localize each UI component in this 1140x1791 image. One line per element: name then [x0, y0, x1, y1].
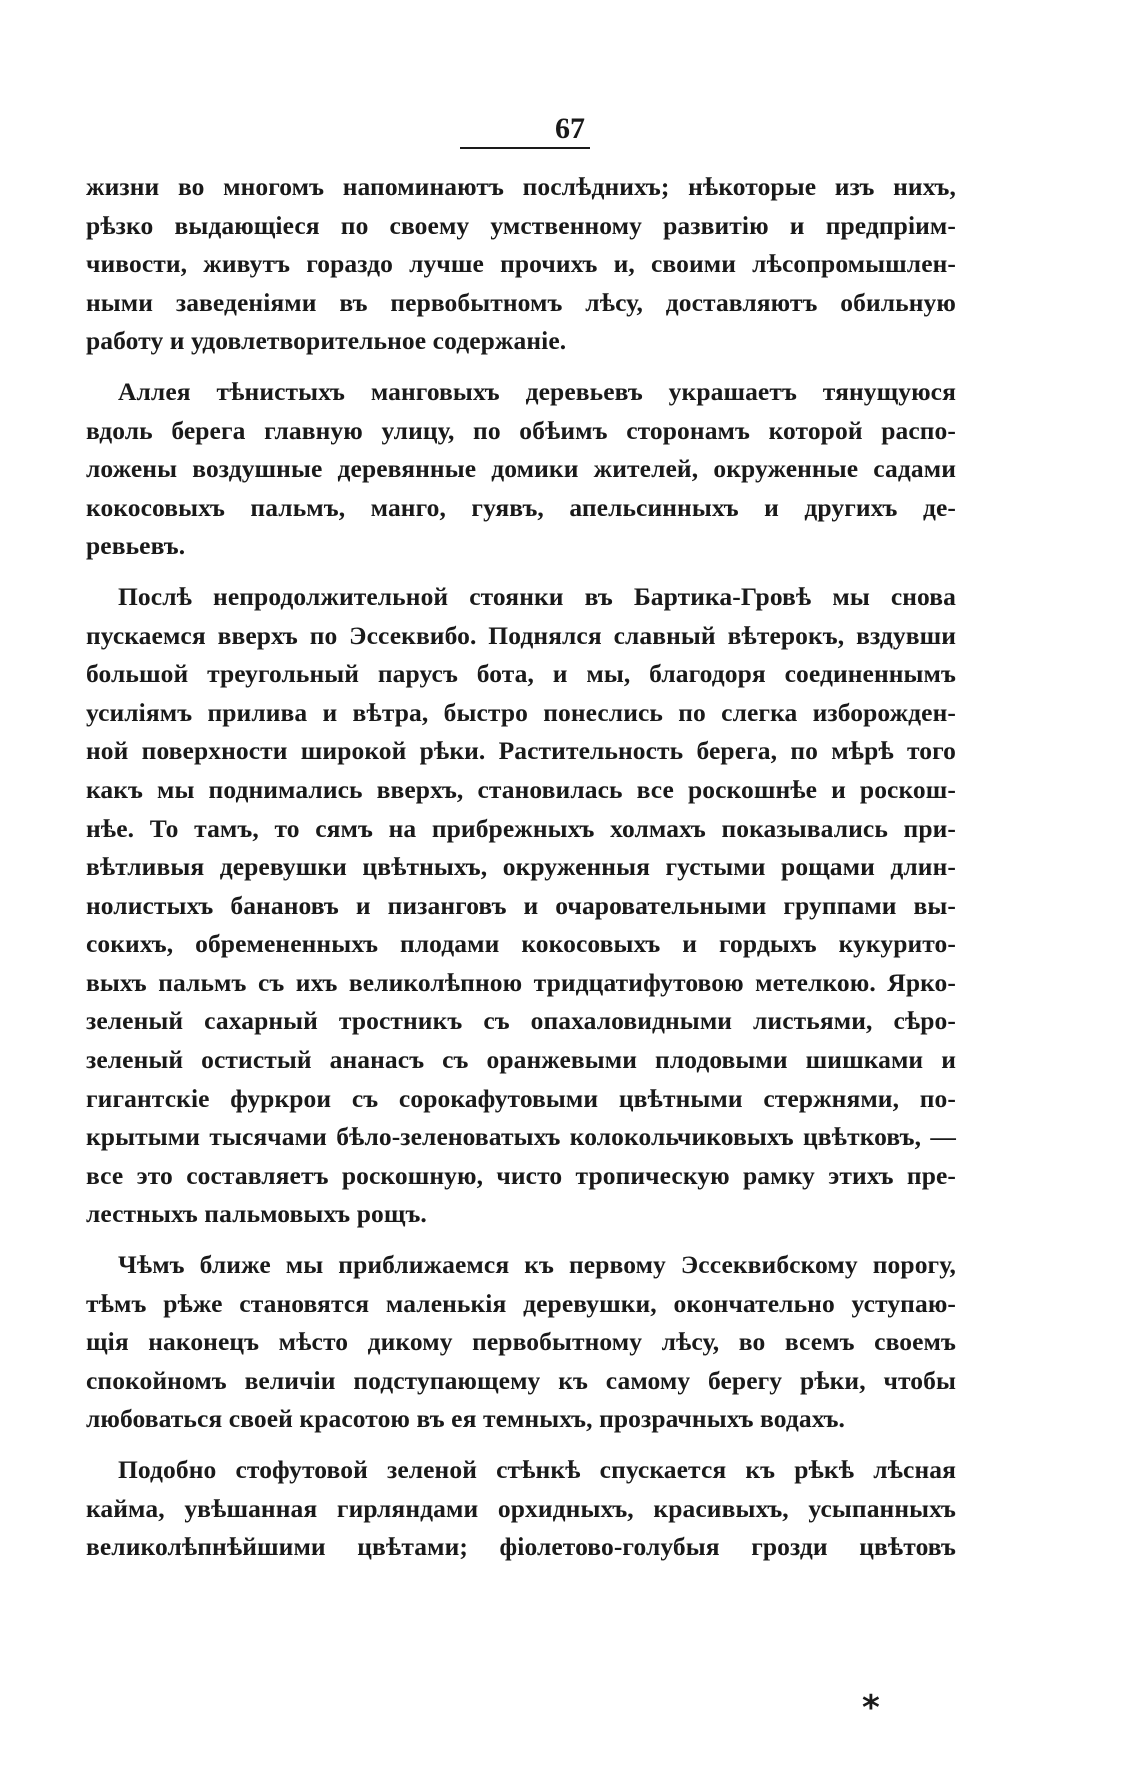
- paragraph-gap: [86, 1234, 956, 1246]
- text-line: Чѣмъ ближе мы приближаемся къ первому Эссеквибскому порогу,: [118, 1250, 956, 1280]
- text-line: вѣтливыя деревушки цвѣтныхъ, окруженныя густыми рощами длин-: [86, 852, 956, 882]
- text-line: щія наконецъ мѣсто дикому первобытному лѣсу, во всемъ своемъ: [86, 1327, 956, 1357]
- text-line: рѣзко выдающіеся по своему умственному развитію и предпріим-: [86, 210, 956, 240]
- paragraph-gap: [86, 566, 956, 578]
- text-line: великолѣпнѣйшими цвѣтами; фіолетово-голубыя грозди цвѣтовъ: [86, 1532, 956, 1562]
- signature-mark: *: [862, 1688, 880, 1728]
- text-line: ной поверхности широкой рѣки. Растительность берега, по мѣрѣ того: [86, 736, 956, 766]
- text-line: вдоль берега главную улицу, по обѣимъ сторонамъ которой распо-: [86, 415, 956, 445]
- text-line: крытыми тысячами бѣло-зеленоватыхъ колокольчиковыхъ цвѣтковъ, —: [86, 1122, 956, 1152]
- text-line: большой треугольный парусъ бота, и мы, благодоря соединеннымъ: [86, 659, 956, 689]
- text-line: лестныхъ пальмовыхъ рощъ.: [86, 1199, 427, 1229]
- text-line: сокихъ, обремененныхъ плодами кокосовыхъ и гордыхъ кукурито-: [86, 929, 956, 959]
- text-line: ными заведеніями въ первобытномъ лѣсу, доставляютъ обильную: [86, 287, 956, 317]
- text-line: выхъ пальмъ съ ихъ великолѣпною тридцатифутовою метелкою. Ярко-: [86, 967, 956, 997]
- paragraph: [86, 1451, 956, 1567]
- text-line: Аллея тѣнистыхъ манговыхъ деревьевъ украшаетъ тянущуюся: [118, 376, 956, 406]
- text-line: какъ мы поднимались вверхъ, становилась все роскошнѣе и роскош-: [86, 774, 956, 804]
- paragraph: [86, 578, 956, 1234]
- text-line: все это составляетъ роскошную, чисто тропическую рамку этихъ пре-: [86, 1160, 956, 1190]
- text-line: любоваться своей красотою въ ея темныхъ, прозрачныхъ водахъ.: [86, 1404, 846, 1434]
- text-line: чивости, живутъ гораздо лучше прочихъ и, своими лѣсопромышлен-: [86, 249, 956, 279]
- paragraph: [86, 373, 956, 566]
- text-line: Послѣ непродолжительной стоянки въ Бартика-Гровѣ мы снова: [118, 581, 956, 611]
- paragraph: [86, 168, 956, 361]
- text-line: тѣмъ рѣже становятся маленькія деревушки, окончательно уступаю-: [86, 1288, 956, 1318]
- text-line: ревьевъ.: [86, 531, 186, 561]
- paragraph-gap: [86, 361, 956, 373]
- text-line: нѣе. То тамъ, то сямъ на прибрежныхъ холмахъ показывались при-: [86, 813, 956, 843]
- text-line: работу и удовлетворительное содержаніе.: [86, 326, 567, 356]
- page-number: 67: [555, 112, 585, 145]
- text-line: кокосовыхъ пальмъ, манго, гуявъ, апельсинныхъ и другихъ де-: [86, 492, 956, 522]
- text-line: жизни во многомъ напоминаютъ послѣднихъ; нѣкоторые изъ нихъ,: [86, 172, 956, 201]
- paragraph: [86, 1246, 956, 1439]
- text-line: кайма, увѣшанная гирляндами орхидныхъ, красивыхъ, усыпанныхъ: [86, 1493, 956, 1523]
- text-line: Подобно стофутовой зеленой стѣнкѣ спускается къ рѣкѣ лѣсная: [118, 1455, 956, 1484]
- text-line: зеленый сахарный тростникъ съ опахаловидными листьями, сѣро-: [86, 1006, 956, 1036]
- text-line: пускаемся вверхъ по Эссеквибо. Поднялся славный вѣтерокъ, вздувши: [86, 620, 956, 650]
- header-rule: [460, 147, 590, 149]
- text-line: нолистыхъ банановъ и пизанговъ и очаровательными группами вы-: [86, 890, 956, 920]
- text-line: гигантскіе фуркрои съ сорокафутовыми цвѣтными стержнями, по-: [86, 1083, 956, 1113]
- text-line: спокойномъ величіи подступающему къ самому берегу рѣки, чтобы: [86, 1365, 956, 1395]
- body-text: [86, 168, 956, 1567]
- text-line: усиліямъ прилива и вѣтра, быстро понеслись по слегка изборожден-: [86, 697, 956, 727]
- text-line: ложены воздушные деревянные домики жителей, окруженные садами: [86, 454, 956, 484]
- text-line: зеленый остистый ананасъ съ оранжевыми плодовыми шишками и: [86, 1045, 956, 1075]
- paragraph-gap: [86, 1439, 956, 1451]
